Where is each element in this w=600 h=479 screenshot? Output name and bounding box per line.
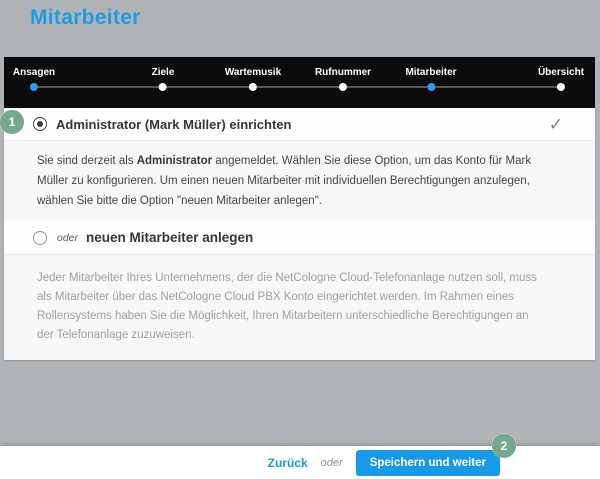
tour-badge-1: 1 bbox=[0, 110, 24, 134]
stepper-step-label: Ziele bbox=[151, 67, 175, 78]
option-administrator-label: Administrator (Mark Müller) einrichten bbox=[56, 116, 292, 132]
stepper-step-label: Mitarbeiter bbox=[405, 67, 457, 78]
option-new-employee-row[interactable] bbox=[4, 221, 595, 254]
stepper-dot bbox=[159, 83, 167, 91]
stepper-step-label: Ansagen bbox=[12, 67, 56, 78]
footer-oder-label: oder bbox=[320, 456, 343, 469]
stepper-step-label: Wartemusik bbox=[224, 67, 282, 78]
oder-label: oder bbox=[57, 231, 79, 244]
stepper-step-ziele[interactable] bbox=[152, 57, 175, 78]
stepper-step-label: Übersicht bbox=[537, 67, 585, 78]
tour-badge-2: 2 bbox=[492, 434, 516, 458]
stepper-dot bbox=[339, 83, 347, 91]
stepper-dot bbox=[30, 83, 38, 91]
check-icon: ✓ bbox=[548, 114, 563, 134]
stepper-step-ansagen[interactable] bbox=[13, 57, 55, 78]
stepper-track bbox=[34, 86, 561, 88]
stepper-dot bbox=[249, 83, 257, 91]
mitarbeiter-options-card bbox=[4, 108, 595, 360]
radio-new-employee[interactable] bbox=[33, 231, 47, 245]
option-administrator-row[interactable] bbox=[4, 108, 595, 140]
stepper-step-label: Rufnummer bbox=[314, 67, 372, 78]
stepper-dot bbox=[557, 83, 565, 91]
stepper-step-mitarbeiter[interactable] bbox=[405, 57, 456, 78]
radio-administrator[interactable] bbox=[33, 117, 47, 131]
description-text: Sie sind derzeit als bbox=[37, 155, 137, 167]
page-title: Mitarbeiter bbox=[30, 6, 141, 29]
stepper-step-wartemusik[interactable] bbox=[225, 57, 281, 78]
wizard-stepper bbox=[4, 57, 595, 108]
info-text: Jeder Mitarbeiter Ihres Unternehmens, der die NetCologne Cloud-Telefonanlage nutzen soll, muss als Mitarbeiter über das NetCologne Cloud PBX Konto eingerichtet werden. Im Rahmen eines Rollensystems haben Sie die Möglichkeit, Ihren Mitarbeitern unterschiedliche Berechtigungen an der Telefonanlage zuzuweisen. bbox=[4, 254, 595, 360]
admin-option-description bbox=[4, 141, 595, 221]
description-bold: Administrator bbox=[136, 155, 213, 167]
option-new-employee-label: neuen Mitarbeiter anlegen bbox=[86, 230, 254, 245]
description-text: angemeldet. Wählen Sie diese Option, um das Konto für Mark Müller zu konfigurieren. Um einen neuen Mitarbeiter mit individuellen Berechtigungen anzulegen, wählen Sie bitte die Option "neuen Mitarbeiter anlegen". bbox=[37, 155, 532, 207]
stepper-step-rufnummer[interactable] bbox=[315, 57, 371, 78]
radio-dot bbox=[37, 121, 43, 127]
save-continue-button[interactable]: Speichern und weiter bbox=[356, 450, 500, 476]
stepper-step-uebersicht[interactable] bbox=[538, 57, 584, 78]
back-link[interactable]: Zurück bbox=[267, 455, 308, 470]
stepper-dot bbox=[427, 83, 435, 91]
